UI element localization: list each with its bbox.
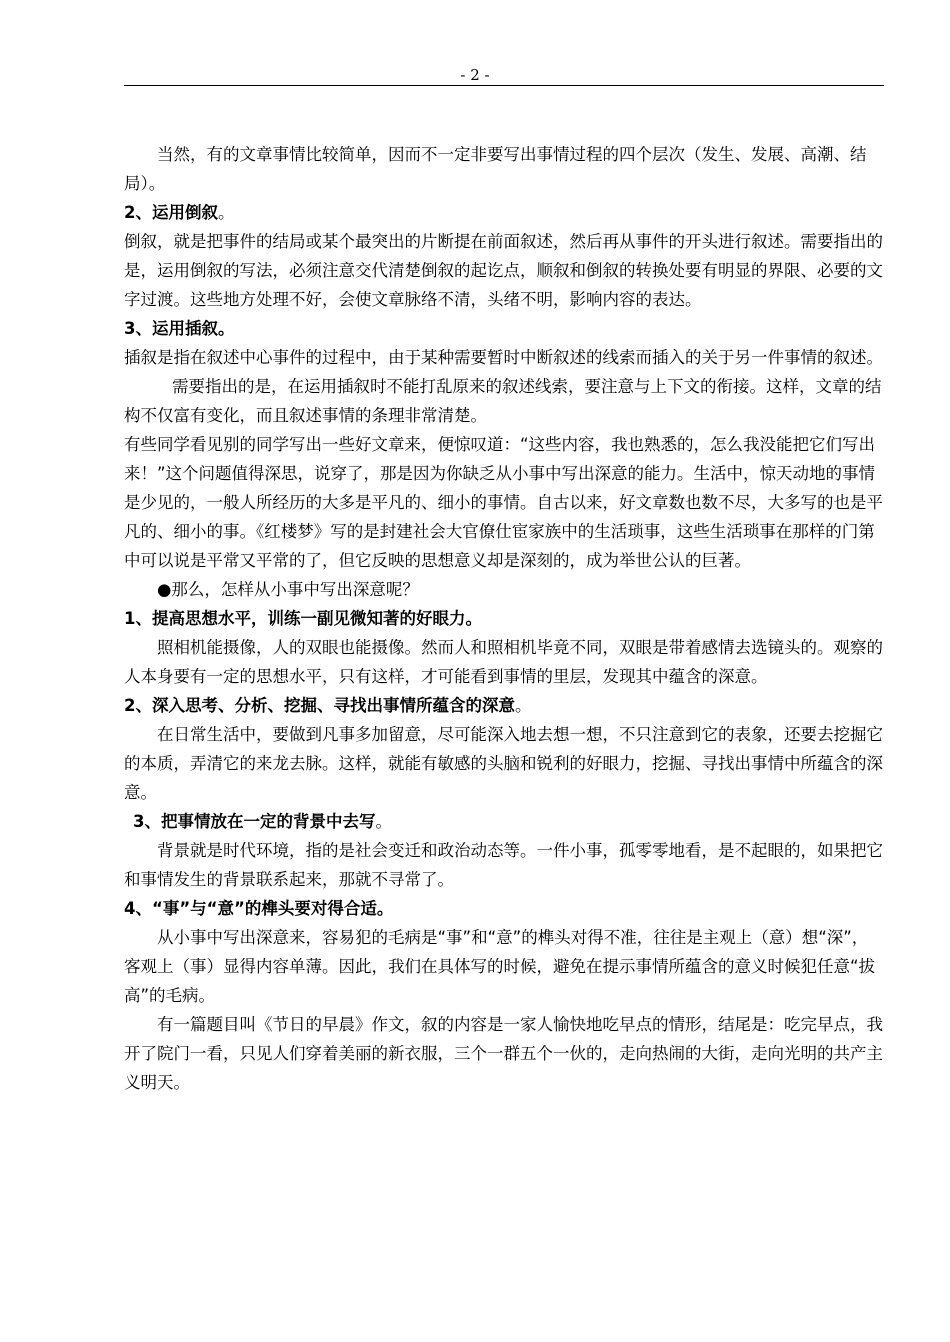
paragraph-narrative-levels: 当然，有的文章事情比较简单，因而不一定非要写出事情过程的四个层次（发生、发展、高潮、结局）。 (124, 145, 867, 193)
paragraph-interpolation-definition: 插叙是指在叙述中心事件的过程中，由于某种需要暂时中断叙述的线索而插入的关于另一件事情的叙述。 (124, 348, 883, 367)
paragraph-point-2: 在日常生活中，要做到凡事多加留意，尽可能深入地去想一想，不只注意到它的表象，还要去挖掘它的本质，弄清它的来龙去脉。这样，就能有敏感的头脑和锐利的好眼力，挖掘、寻找出事情中所蕴含的深意。 (124, 725, 883, 802)
header-divider (124, 85, 884, 86)
heading-flashback-punct: 。 (217, 203, 235, 222)
paragraph-flashback: 倒叙，就是把事件的结局或某个最突出的片断提在前面叙述，然后再从事件的开头进行叙述。需要指出的是，运用倒叙的写法，必须注意交代清楚倒叙的起讫点，顺叙和倒叙的转换处要有明显的界限、必要的文字过渡。这些地方处理不好，会使文章脉络不清，头绪不明，影响内容的表达。 (124, 232, 883, 309)
heading-flashback (124, 198, 884, 227)
heading-point-4: 4、“事”与“意”的榫头要对得合适。 (124, 899, 394, 918)
document-body (124, 140, 884, 1097)
heading-point-3-text: 3、把事情放在一定的背景中去写 (133, 812, 376, 831)
question-line: ●那么，怎样从小事中写出深意呢？ (157, 580, 419, 599)
heading-point-2 (124, 691, 884, 720)
paragraph-point-1: 照相机能摄像，人的双眼也能摄像。然而人和照相机毕竟不同，双眼是带着感情去选镜头的。观察的人本身要有一定的思想水平，只有这样，才可能看到事情的里层，发现其中蕴含的深意。 (124, 638, 883, 686)
heading-point-1: 1、提高思想水平，训练一副见微知著的好眼力。 (124, 609, 482, 628)
paragraph-interpolation-note: 需要指出的是，在运用插叙时不能打乱原来的叙述线索，要注意与上下文的衔接。这样，文章的结构不仅富有变化，而且叙述事情的条理非常清楚。 (124, 377, 882, 425)
paragraph-example: 有一篇题目叫《节日的早晨》作文，叙的内容是一家人愉快地吃早点的情形，结尾是：吃完早点，我开了院门一看，只见人们穿着美丽的新衣服，三个一群五个一伙的，走向热闹的大街，走向光明的共产主义明天。 (124, 1015, 883, 1092)
heading-point-3-punct: 。 (375, 812, 392, 831)
paragraph-point-4: 从小事中写出深意来，容易犯的毛病是“事”和“意”的榫头对得不准，往往是主观上（意）想“深”，客观上（事）显得内容单薄。因此，我们在具体写的时候，避免在提示事情所蕴含的意义时候犯任意“拔高”的毛病。 (124, 928, 876, 1005)
heading-point-3 (124, 807, 884, 836)
paragraph-small-things: 有些同学看见别的同学写出一些好文章来，便惊叹道：“这些内容，我也熟悉的，怎么我没能把它们写出来！”这个问题值得深思，说穿了，那是因为你缺乏从小事中写出深意的能力。生活中，惊天动地的事情是少见的，一般人所经历的大多是平凡的、细小的事情。自古以来，好文章数也数不尽，大多写的也是平凡的、细小的事。《红楼梦》写的是封建社会大官僚仕宦家族中的生活琐事，这些生活琐事在那样的门第中可以说是平常又平常的了，但它反映的思想意义却是深刻的，成为举世公认的巨著。 (124, 435, 883, 570)
page-number: - 2 - (460, 66, 490, 84)
heading-point-2-text: 2、深入思考、分析、挖掘、寻找出事情所蕴含的深意 (124, 696, 515, 715)
heading-flashback-text: 2、运用倒叙 (124, 203, 218, 222)
heading-interpolation: 3、运用插叙。 (124, 319, 235, 338)
heading-point-2-punct: 。 (514, 696, 532, 715)
paragraph-point-3: 背景就是时代环境，指的是社会变迁和政治动态等。一件小事，孤零零地看，是不起眼的，如果把它和事情发生的背景联系起来，那就不寻常了。 (124, 841, 883, 889)
